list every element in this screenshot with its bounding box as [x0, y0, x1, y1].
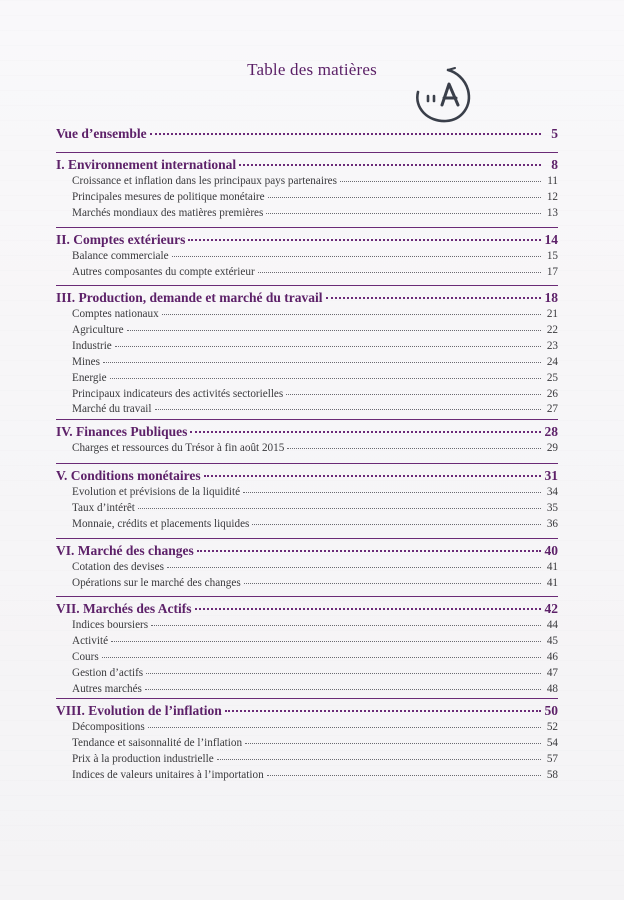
toc-entry-label: Cotation des devises: [72, 561, 164, 573]
toc-entry-page-number: 57: [546, 752, 558, 765]
toc-entry: [56, 250, 558, 262]
dot-leader: [150, 133, 541, 135]
dot-leader: [258, 272, 541, 273]
section-divider: [56, 285, 558, 286]
dot-leader: [103, 362, 541, 363]
toc-entry-label: Indices boursiers: [72, 619, 149, 631]
toc-entry-label: Mines: [72, 355, 100, 368]
toc-section: [56, 157, 558, 173]
section-divider: [56, 227, 558, 228]
toc-section-label: I. Environnement international: [56, 157, 237, 172]
toc-section-page-number: 42: [544, 601, 558, 616]
dot-leader: [244, 583, 541, 584]
toc-entry: [56, 577, 558, 589]
toc-entry: [56, 561, 558, 573]
toc-entry-label: Croissance et inflation dans les principaux pays partenaires: [72, 175, 337, 187]
dot-leader: [268, 197, 541, 198]
toc-entry: [56, 403, 558, 415]
toc-entry-label: Balance commerciale: [72, 250, 169, 262]
toc-entry-page-number: 36: [546, 517, 558, 530]
toc-section-label: VI. Marché des changes: [56, 543, 194, 558]
dot-leader: [195, 608, 542, 610]
dot-leader: [172, 256, 541, 257]
toc-section-page-number: 31: [544, 468, 558, 483]
toc-entry-label: Industrie: [72, 339, 112, 352]
dot-leader: [148, 727, 541, 728]
toc-entry-label: Agriculture: [72, 323, 124, 336]
dot-leader: [145, 689, 541, 690]
toc-section: [56, 468, 558, 484]
toc-section-label: Vue d’ensemble: [56, 126, 147, 141]
toc-entry: [56, 769, 558, 781]
toc-entry-label: Gestion d’actifs: [72, 666, 144, 679]
toc-entry: [56, 619, 558, 631]
toc-section-label: II. Comptes extérieurs: [56, 232, 186, 247]
dot-leader: [204, 475, 541, 477]
toc-entry-label: Monnaie, crédits et placements liquides: [72, 517, 250, 530]
dot-leader: [267, 775, 541, 776]
toc-entry: [56, 651, 558, 663]
dot-leader: [115, 346, 541, 347]
toc-entry-label: Principaux indicateurs des activités sectorielles: [72, 387, 284, 400]
dot-leader: [146, 673, 541, 674]
toc-section-label: IV. Finances Publiques: [56, 424, 188, 439]
toc-entry-page-number: 54: [546, 736, 558, 749]
toc-entry: [56, 635, 558, 647]
toc-section: [56, 601, 558, 617]
toc-entry: [56, 191, 558, 203]
toc-entry-page-number: 47: [546, 666, 558, 679]
toc-entry-label: Décompositions: [72, 721, 145, 733]
toc-entry-page-number: 25: [546, 371, 558, 384]
toc-entry: [56, 486, 558, 498]
toc-entry-page-number: 46: [546, 650, 558, 663]
toc-entry-label: Opérations sur le marché des changes: [72, 576, 241, 589]
toc-section-label: V. Conditions monétaires: [56, 468, 201, 483]
dot-leader: [197, 550, 541, 552]
toc-entry-page-number: 48: [546, 682, 558, 695]
toc-entry: [56, 207, 558, 219]
toc-entry-page-number: 13: [546, 206, 558, 219]
toc-section-label: VIII. Evolution de l’inflation: [56, 703, 222, 718]
toc-section-label: III. Production, demande et marché du travail: [56, 290, 323, 305]
toc-entry: [56, 266, 558, 278]
toc-section: [56, 126, 558, 142]
dot-leader: [266, 213, 541, 214]
dot-leader: [110, 378, 541, 379]
toc-entry: [56, 372, 558, 384]
toc-entry: [56, 388, 558, 400]
toc-entry-page-number: 15: [546, 250, 558, 262]
section-divider: [56, 152, 558, 153]
dot-leader: [286, 394, 541, 395]
toc-entry-page-number: 22: [546, 323, 558, 336]
dot-leader: [155, 409, 541, 410]
toc-entry-page-number: 26: [546, 387, 558, 400]
toc-section-page-number: 14: [544, 232, 558, 247]
toc-entry-label: Indices de valeurs unitaires à l’importation: [72, 768, 264, 781]
toc-entry-label: Energie: [72, 371, 107, 384]
toc-entry-label: Cours: [72, 650, 99, 663]
toc-entry-label: Tendance et saisonnalité de l’inflation: [72, 736, 243, 749]
section-divider: [56, 596, 558, 597]
toc-entry-page-number: 58: [546, 768, 558, 781]
toc-section-label: VII. Marchés des Actifs: [56, 601, 192, 616]
toc-entry-label: Autres composantes du compte extérieur: [72, 265, 255, 278]
dot-leader: [190, 431, 541, 433]
toc-entry-page-number: 21: [546, 308, 558, 320]
section-divider: [56, 419, 558, 420]
toc-entry-page-number: 12: [546, 190, 558, 203]
dot-leader: [217, 759, 541, 760]
dot-leader: [326, 297, 542, 299]
toc-entry-label: Autres marchés: [72, 682, 142, 695]
toc-entry: [56, 721, 558, 733]
dot-leader: [151, 625, 541, 626]
toc-entry-label: Comptes nationaux: [72, 308, 159, 320]
toc-entry-page-number: 35: [546, 501, 558, 514]
dot-leader: [138, 508, 541, 509]
toc-entry-page-number: 44: [546, 619, 558, 631]
toc-section-page-number: 40: [544, 543, 558, 558]
toc-entry-page-number: 24: [546, 355, 558, 368]
dot-leader: [340, 181, 541, 182]
toc-entry-label: Activité: [72, 634, 109, 647]
stamp-logo-icon: [408, 66, 474, 126]
toc-entry: [56, 667, 558, 679]
toc-entry-page-number: 23: [546, 339, 558, 352]
toc-entry-label: Charges et ressources du Trésor à fin août 2015: [72, 442, 285, 454]
toc-section-page-number: 5: [551, 126, 558, 141]
dot-leader: [188, 239, 541, 241]
toc-section-page-number: 8: [551, 157, 558, 172]
toc-entry: [56, 502, 558, 514]
toc-entry: [56, 324, 558, 336]
toc-entry-page-number: 27: [546, 403, 558, 416]
toc-entry-label: Marché du travail: [72, 403, 152, 416]
section-divider: [56, 538, 558, 539]
toc-entry: [56, 356, 558, 368]
toc-entry: [56, 518, 558, 530]
toc-entry-page-number: 34: [546, 486, 558, 498]
dot-leader: [225, 710, 541, 712]
page-title: Table des matières: [247, 60, 377, 79]
toc-section: [56, 290, 558, 306]
toc-entry-page-number: 41: [546, 576, 558, 589]
dot-leader: [162, 314, 541, 315]
toc-entry: [56, 737, 558, 749]
section-divider: [56, 698, 558, 699]
dot-leader: [167, 567, 541, 568]
toc-section: [56, 232, 558, 248]
toc-entry-label: Marchés mondiaux des matières premières: [72, 206, 264, 219]
toc-section-page-number: 28: [544, 424, 558, 439]
toc-entry-page-number: 29: [546, 442, 558, 454]
dot-leader: [111, 641, 541, 642]
toc-entry-page-number: 45: [546, 634, 558, 647]
dot-leader: [102, 657, 541, 658]
toc-entry-label: Prix à la production industrielle: [72, 752, 214, 765]
toc-entry: [56, 308, 558, 320]
dot-leader: [243, 492, 541, 493]
toc-entry-label: Taux d’intérêt: [72, 501, 135, 514]
toc-entry-label: Evolution et prévisions de la liquidité: [72, 486, 241, 498]
toc-entry: [56, 683, 558, 695]
toc-section: [56, 703, 558, 719]
dot-leader: [239, 164, 541, 166]
dot-leader: [287, 448, 541, 449]
toc-entry: [56, 340, 558, 352]
dot-leader: [245, 743, 541, 744]
toc-entry-page-number: 41: [546, 561, 558, 573]
toc-section: [56, 543, 558, 559]
dot-leader: [252, 524, 541, 525]
section-divider: [56, 463, 558, 464]
dot-leader: [127, 330, 541, 331]
toc-entry-label: Principales mesures de politique monétaire: [72, 190, 265, 203]
toc-entry: [56, 753, 558, 765]
toc-entry-page-number: 52: [546, 721, 558, 733]
toc-entry-page-number: 17: [546, 265, 558, 278]
toc-entry: [56, 175, 558, 187]
toc-entry: [56, 442, 558, 454]
toc-section-page-number: 18: [544, 290, 558, 305]
toc-section-page-number: 50: [544, 703, 558, 718]
toc-entry-page-number: 11: [547, 175, 558, 187]
toc-section: [56, 424, 558, 440]
